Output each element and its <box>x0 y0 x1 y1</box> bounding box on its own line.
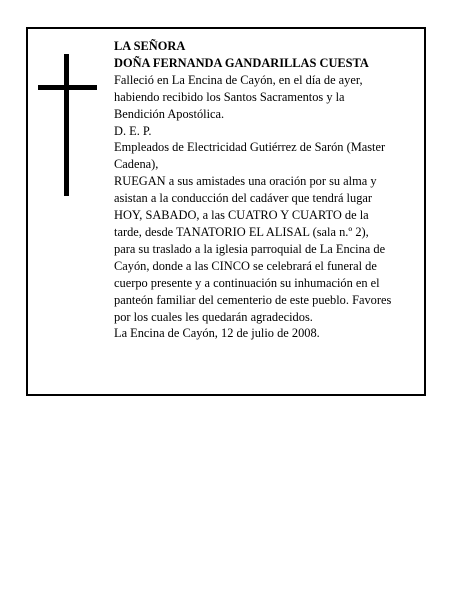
notice-line: asistan a la conducción del cadáver que tendrá lugar <box>114 191 373 206</box>
notice-line: cuerpo presente y a continuación su inhumación en el <box>114 275 380 290</box>
notice-line: panteón familiar del cementerio de este pueblo. Favores <box>114 292 392 307</box>
notice-line: RUEGAN a sus amistades una oración por su alma y <box>114 174 377 189</box>
notice-line: por los cuales les quedarán agradecidos. <box>114 309 313 324</box>
notice-line: La Encina de Cayón, 12 de julio de 2008. <box>114 326 320 341</box>
cross-horizontal-bar <box>38 85 97 90</box>
notice-line: Empleados de Electricidad Gutiérrez de Sarón (Master <box>114 140 386 155</box>
notice-line: Falleció en La Encina de Cayón, en el día de ayer, <box>114 72 363 87</box>
notice-line: tarde, desde TANATORIO EL ALISAL (sala n.º 2), <box>114 224 369 239</box>
cross-vertical-bar <box>64 54 69 196</box>
obituary-text <box>114 38 420 342</box>
notice-line: D. E. P. <box>114 123 152 138</box>
notice-line: para su traslado a la iglesia parroquial de La Encina de <box>114 241 386 256</box>
notice-line: Cadena), <box>114 157 159 172</box>
notice-line: Bendición Apostólica. <box>114 106 225 121</box>
notice-line: HOY, SABADO, a las CUATRO Y CUARTO de la <box>114 208 369 223</box>
notice-heading: LA SEÑORA <box>114 39 186 53</box>
deceased-name: DOÑA FERNANDA GANDARILLAS CUESTA <box>114 55 369 70</box>
notice-line: Cayón, donde a las CINCO se celebrará el funeral de <box>114 258 377 273</box>
notice-line: habiendo recibido los Santos Sacramentos y la <box>114 89 345 104</box>
